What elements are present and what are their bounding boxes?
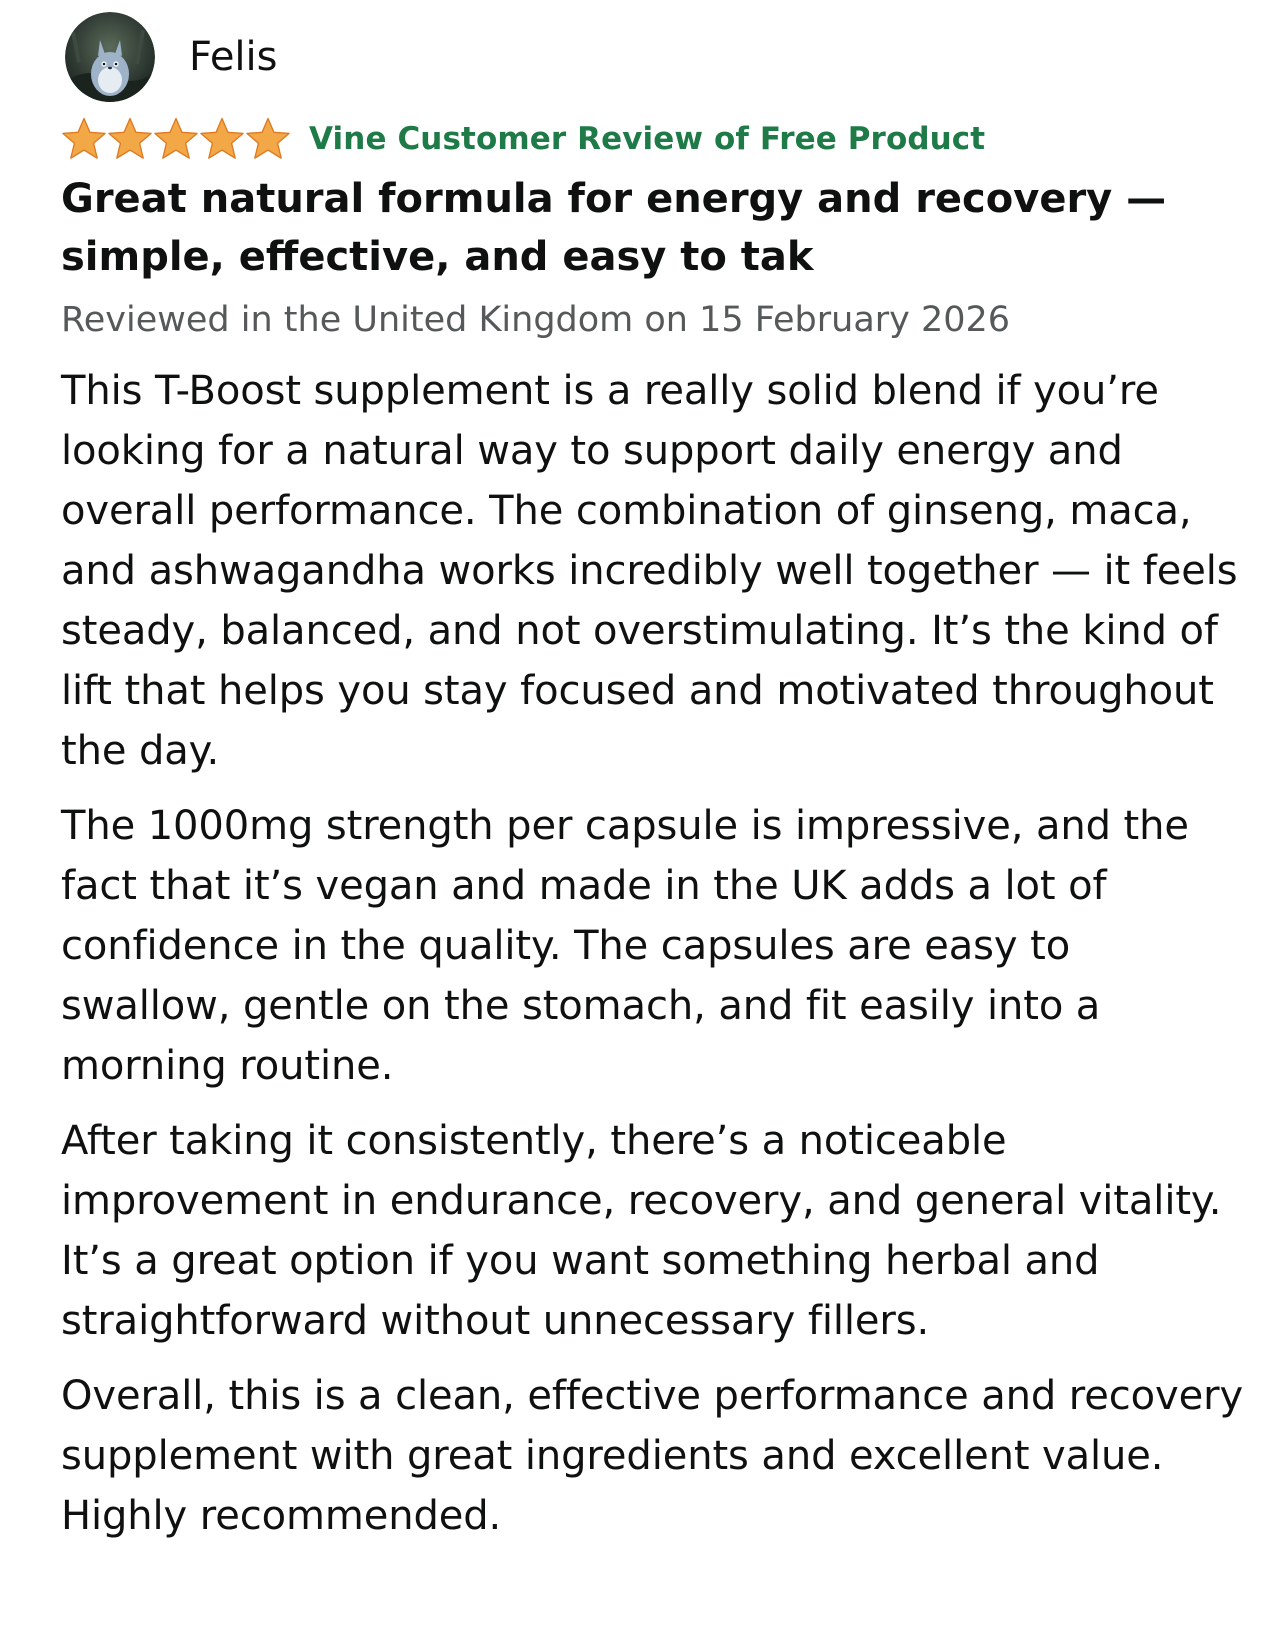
star-icon <box>245 117 291 161</box>
star-icon <box>107 117 153 161</box>
vine-badge: Vine Customer Review of Free Product <box>309 121 986 157</box>
totoro-avatar-icon[interactable] <box>65 12 155 102</box>
review-paragraph: After taking it consistently, there’s a noticeable improvement in endurance, recovery, and general vitality. It’s a great option if you want something herbal and straightforward without unnecessary fillers. <box>61 1118 1222 1344</box>
star-icon <box>61 117 107 161</box>
star-icon <box>153 117 199 161</box>
review-body <box>61 361 1251 1561</box>
reviewer-name[interactable]: Felis <box>189 34 278 80</box>
review-date: Reviewed in the United Kingdom on 15 February 2026 <box>61 300 1011 340</box>
star-rating[interactable] <box>61 117 291 161</box>
review-paragraph: Overall, this is a clean, effective performance and recovery supplement with great ingredients and excellent value. Highly recommended. <box>61 1373 1244 1539</box>
review-paragraph: The 1000mg strength per capsule is impressive, and the fact that it’s vegan and made in the UK adds a lot of confidence in the quality. The capsules are easy to swallow, gentle on the stomach, and fit easily into a morning routine. <box>61 803 1189 1089</box>
review-paragraph: This T-Boost supplement is a really solid blend if you’re looking for a natural way to support daily energy and overall performance. The combination of ginseng, maca, and ashwagandha works incredibly well together — it feels steady, balanced, and not overstimulating. It’s the kind of lift that helps you stay focused and motivated throughout the day. <box>61 368 1238 774</box>
review-title[interactable]: Great natural formula for energy and recovery — simple, effective, and easy to tak <box>61 176 1167 280</box>
rating-row <box>61 114 985 164</box>
star-icon <box>199 117 245 161</box>
reviewer-profile[interactable] <box>65 12 278 102</box>
